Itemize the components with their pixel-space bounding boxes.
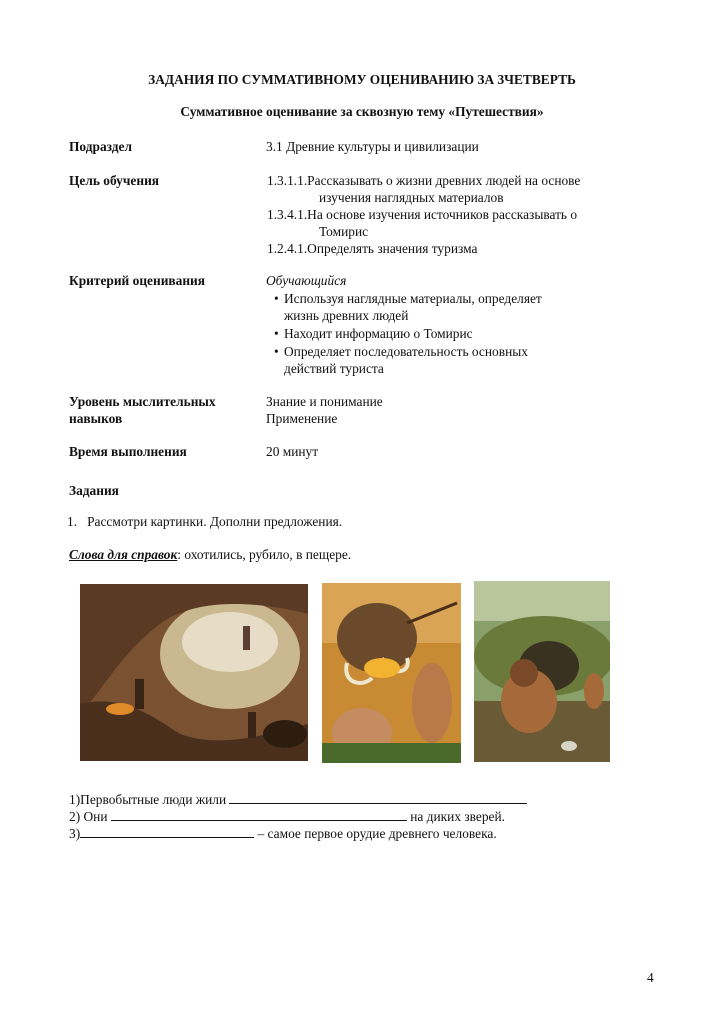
hint-text: : охотились, рубило, в пещере. (177, 547, 352, 562)
goal-text: На основе изучения источников рассказывать о (307, 207, 578, 222)
goal-item-1-cont: изучения наглядных материалов (319, 190, 504, 205)
stone-tool-image (474, 581, 610, 762)
task-number: 1. (67, 514, 78, 529)
answer-blank-2[interactable] (111, 808, 407, 821)
sentence-1: 1)Первобытные люди жили (69, 791, 527, 808)
task-text: Рассмотри картинки. Дополни предложения. (87, 514, 343, 529)
goal-code: 1.2.4.1. (267, 241, 308, 256)
goal-item-3 (267, 240, 477, 257)
tasks-heading: Задания (69, 483, 119, 498)
cave-scene-image (80, 584, 308, 761)
sentence-2: 2) Они на диких зверей. (69, 809, 505, 824)
hint-label: Слова для справок (69, 547, 178, 562)
time-label: Время выполнения (69, 444, 187, 459)
subsection-value: 3.1 Древние культуры и цивилизации (266, 139, 479, 154)
criteria-bullet-1: • Используя наглядные материалы, определяет жизнь древних людей (274, 291, 542, 323)
goal-code: 1.3.1.1. (267, 173, 308, 188)
criteria-bullet-3: • Определяет последовательность основных действий туриста (274, 344, 528, 376)
hint-line (69, 546, 351, 563)
bullet-icon: • (274, 291, 279, 306)
task-1-instruction (67, 513, 342, 530)
answer-blank-1[interactable] (229, 791, 527, 804)
goal-code: 1.3.4.1. (267, 207, 308, 222)
goal-text: Определять значения туризма (307, 241, 478, 256)
goal-item-1 (267, 172, 580, 189)
mammoth-hunt-image (322, 583, 461, 763)
bullet-icon: • (274, 326, 279, 341)
level-value-1: Знание и понимание (266, 394, 383, 409)
goal-item-2 (267, 206, 577, 223)
criteria-intro: Обучающийся (266, 273, 347, 288)
level-label-cont: навыков (69, 411, 123, 426)
goal-item-2-cont: Томирис (319, 224, 369, 239)
goal-label: Цель обучения (69, 173, 160, 188)
bullet-icon: • (274, 344, 279, 359)
page-subtitle: Суммативное оценивание за сквозную тему «Путешествия» (180, 104, 544, 119)
level-label: Уровень мыслительных (69, 394, 216, 409)
subsection-label: Подраздел (69, 139, 133, 154)
goal-text: Рассказывать о жизни древних людей на основе (307, 173, 581, 188)
page-title: ЗАДАНИЯ ПО СУММАТИВНОМУ ОЦЕНИВАНИЮ ЗА 3ЧЕТВЕРТЬ (148, 72, 576, 87)
sentence-3: 3) – самое первое орудие древнего человека. (69, 826, 497, 841)
level-value-2: Применение (266, 411, 338, 426)
page-number: 4 (647, 970, 654, 985)
criteria-bullet-2: • Находит информацию о Томирис (274, 326, 473, 341)
answer-blank-3[interactable] (80, 825, 254, 838)
criteria-label: Критерий оценивания (69, 273, 206, 288)
time-value: 20 минут (266, 444, 319, 459)
